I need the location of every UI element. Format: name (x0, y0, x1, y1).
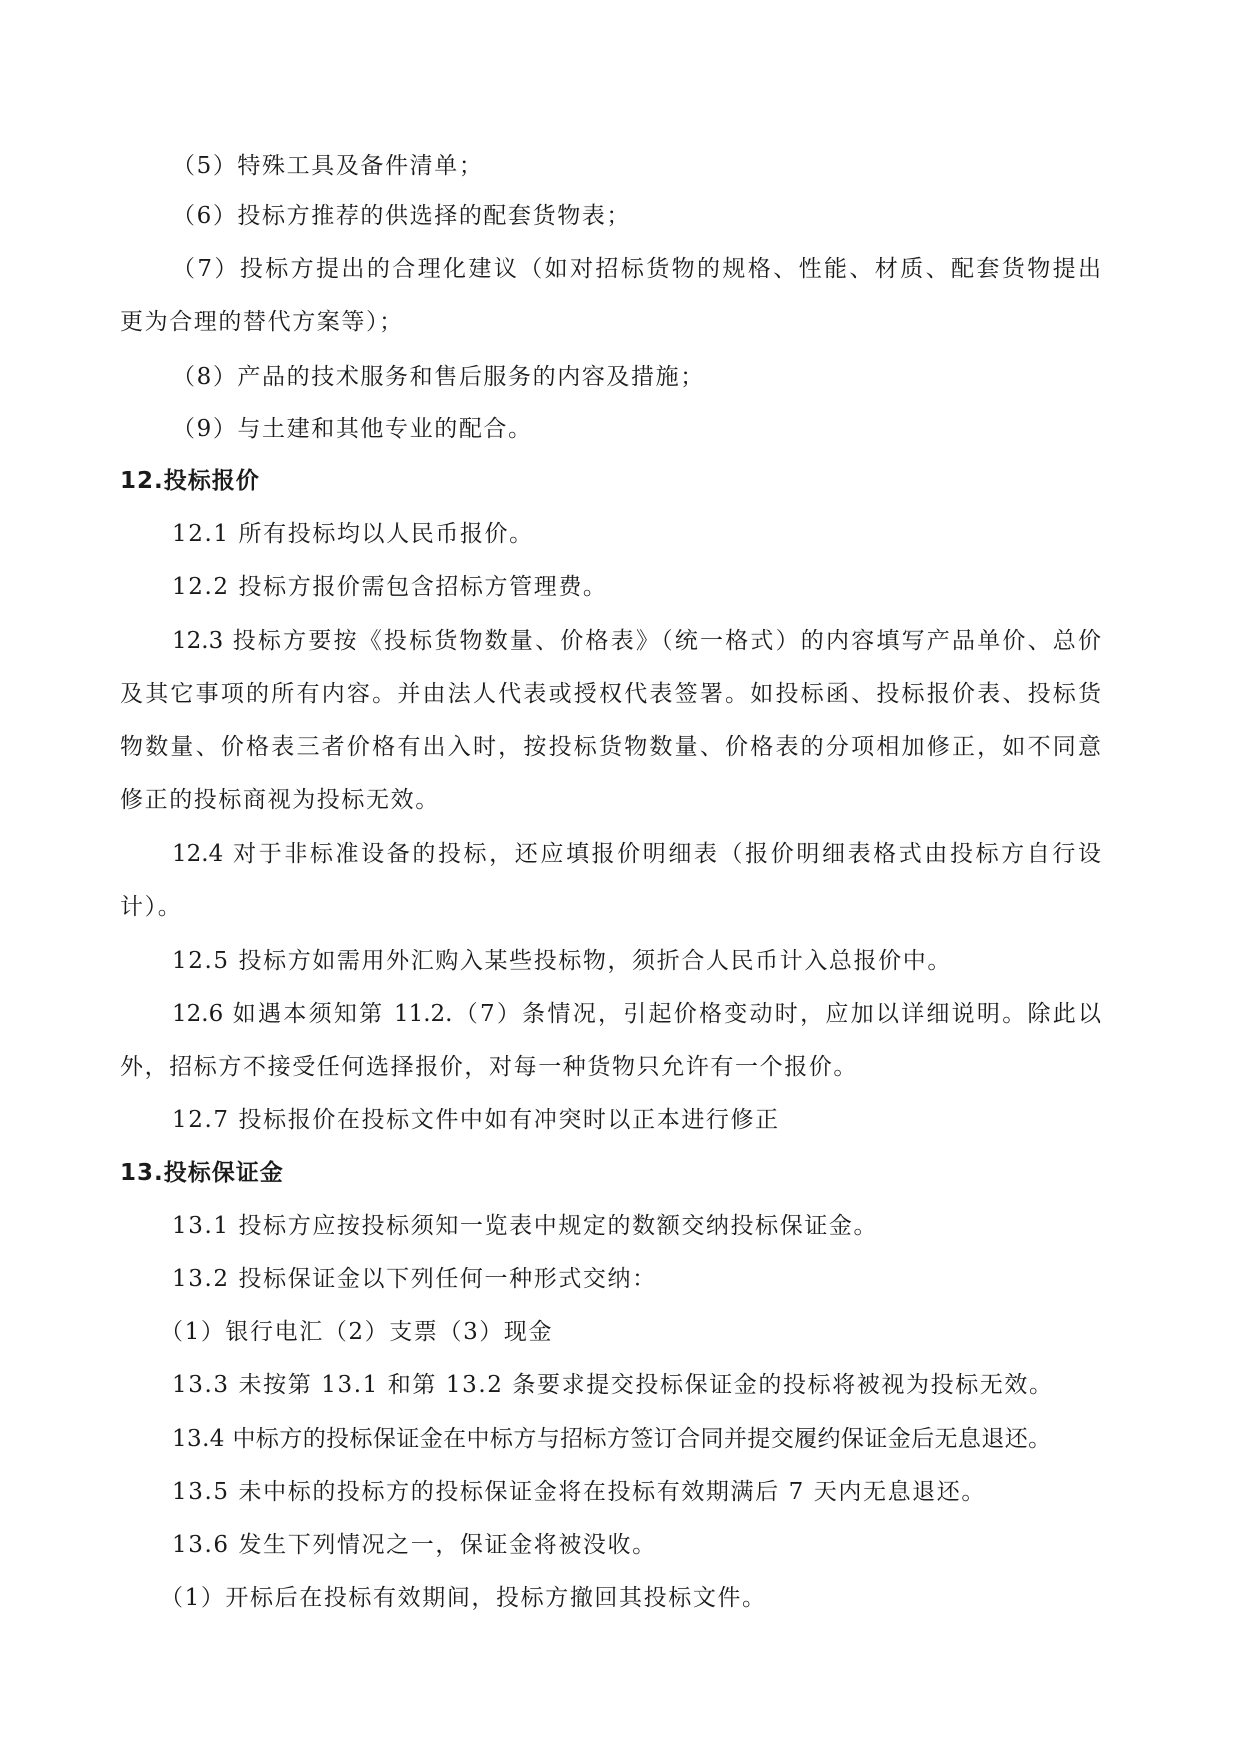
clause-12-3-cont1: 及其它事项的所有内容。并由法人代表或授权代表签署。如投标函、投标报价表、投标货 (120, 681, 1101, 707)
clause-12-3: 12.3 投标方要按《投标货物数量、价格表》（统一格式）的内容填写产品单价、总价 (172, 628, 1101, 654)
list-item-5: （5）特殊工具及备件清单； (172, 153, 484, 179)
clause-13-2: 13.2 投标保证金以下列任何一种形式交纳： (172, 1266, 657, 1292)
list-item-7-cont: 更为合理的替代方案等）； (120, 309, 404, 335)
section-heading-12: 12.投标报价 (120, 468, 260, 494)
clause-12-3-cont2: 物数量、价格表三者价格有出入时，按投标货物数量、价格表的分项相加修正，如不同意 (120, 734, 1101, 760)
clause-13-5: 13.5 未中标的投标方的投标保证金将在投标有效期满后 7 天内无息退还。 (172, 1479, 986, 1505)
clause-12-6: 12.6 如遇本须知第 11.2.（7）条情况，引起价格变动时，应加以详细说明。除此以 (172, 1001, 1101, 1027)
clause-13-6-item-1: （1）开标后在投标有效期间，投标方撤回其投标文件。 (160, 1585, 767, 1611)
clause-12-7: 12.7 投标报价在投标文件中如有冲突时以正本进行修正 (172, 1107, 780, 1133)
list-item-6: （6）投标方推荐的供选择的配套货物表； (172, 203, 632, 229)
clause-13-1: 13.1 投标方应按投标须知一览表中规定的数额交纳投标保证金。 (172, 1213, 879, 1239)
list-item-8: （8）产品的技术服务和售后服务的内容及措施； (172, 364, 705, 390)
clause-12-4: 12.4 对于非标准设备的投标，还应填报价明细表（报价明细表格式由投标方自行设 (172, 841, 1101, 867)
list-item-7: （7）投标方提出的合理化建议（如对招标货物的规格、性能、材质、配套货物提出 (172, 256, 1101, 282)
payment-methods: （1）银行电汇（2）支票（3）现金 (160, 1319, 554, 1345)
clause-12-5: 12.5 投标方如需用外汇购入某些投标物，须折合人民币计入总报价中。 (172, 948, 952, 974)
clause-12-2: 12.2 投标方报价需包含招标方管理费。 (172, 574, 608, 600)
clause-13-4: 13.4 中标方的投标保证金在中标方与招标方签订合同并提交履约保证金后无息退还。 (172, 1426, 1052, 1452)
clause-12-4-cont: 计）。 (120, 894, 183, 920)
clause-12-1: 12.1 所有投标均以人民币报价。 (172, 521, 534, 547)
clause-12-6-cont: 外，招标方不接受任何选择报价，对每一种货物只允许有一个报价。 (120, 1054, 858, 1080)
clause-12-3-cont3: 修正的投标商视为投标无效。 (120, 787, 440, 813)
clause-13-3: 13.3 未按第 13.1 和第 13.2 条要求提交投标保证金的投标将被视为投标无效。 (172, 1372, 1054, 1398)
list-item-9: （9）与土建和其他专业的配合。 (172, 416, 533, 442)
section-heading-13: 13.投标保证金 (120, 1160, 284, 1186)
clause-13-6: 13.6 发生下列情况之一，保证金将被没收。 (172, 1532, 657, 1558)
